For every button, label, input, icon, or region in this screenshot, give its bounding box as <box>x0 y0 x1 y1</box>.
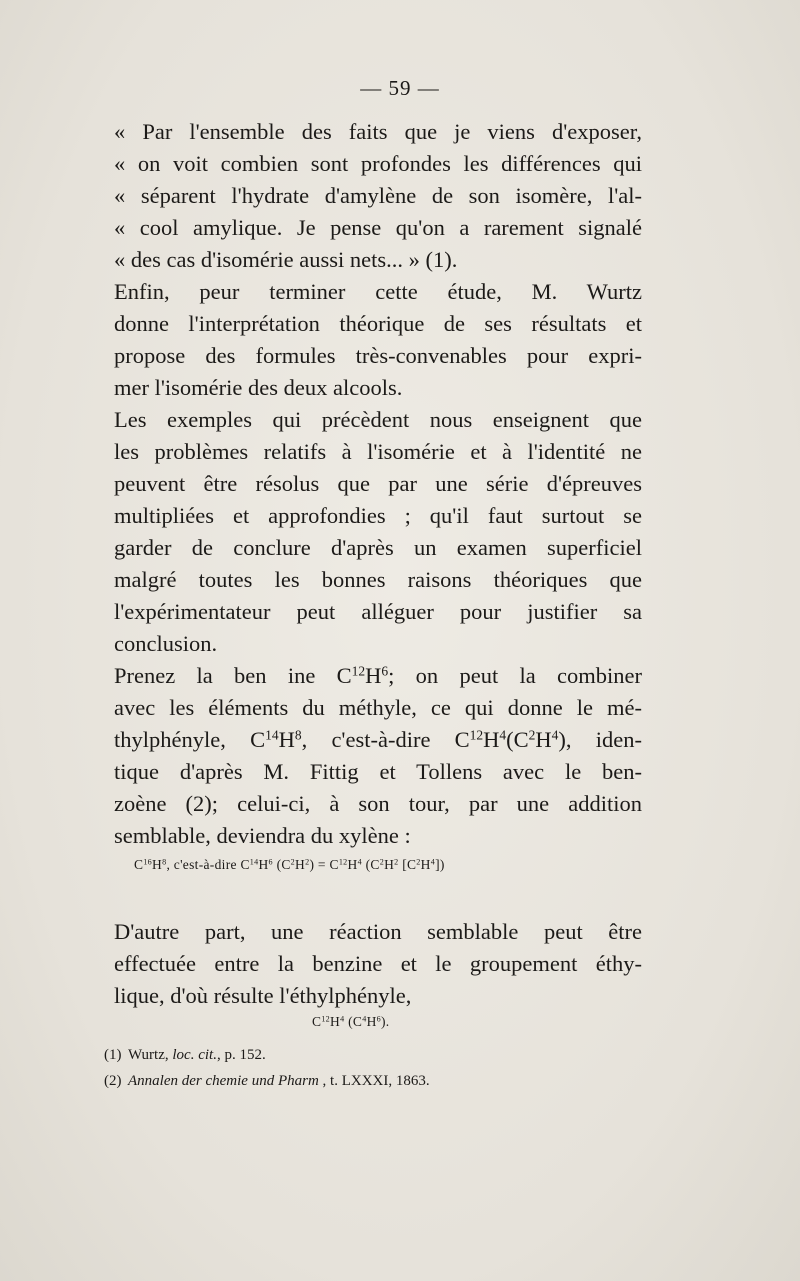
text-line: Prenez la ben ine $C^{12}H^6$; on peut la combiner <box>114 663 642 688</box>
text-line: peuvent être résolus que par une série d'épreuves <box>114 471 642 496</box>
footnote-text: Wurtz, loc. cit., p. 152. <box>128 1047 266 1063</box>
text-line: effectuée entre la benzine et le groupement éthy- <box>114 951 642 976</box>
page-number: — 59 — <box>360 76 440 100</box>
text-line: « séparent l'hydrate d'amylène de son isomère, l'al- <box>114 183 642 208</box>
text-line: garder de conclure d'après un examen superficiel <box>114 535 642 560</box>
text-line: D'autre part, une réaction semblable peut être <box>114 919 642 944</box>
text-line: « on voit combien sont profondes les différences qui <box>114 151 642 176</box>
text-line: mer l'isomérie des deux alcools. <box>114 375 403 400</box>
text-line: « Par l'ensemble des faits que je viens d'exposer, <box>114 119 642 144</box>
text-line: propose des formules très-convenables pour expri- <box>114 343 642 368</box>
paragraph-isomerism-lesson <box>114 404 642 660</box>
text-line: lique, d'où résulte l'éthylphényle, <box>114 983 412 1008</box>
text-line: « cool amylique. Je pense qu'on a rarement signalé <box>114 215 642 240</box>
text-line: avec les éléments du méthyle, ce qui donne le mé- <box>114 695 642 720</box>
footnote-1 <box>104 1042 266 1068</box>
text-line: « des cas d'isomérie aussi nets... » (1). <box>114 247 458 272</box>
footnote-marker: (2) <box>104 1073 122 1089</box>
text-line: les problèmes relatifs à l'isomérie et à l'identité ne <box>114 439 642 464</box>
text-line: multipliées et approfondies ; qu'il faut surtout se <box>114 503 642 528</box>
footnote-text: Annalen der chemie und Pharm , t. LXXXI, 1863. <box>128 1073 430 1089</box>
text-line: donne l'interprétation théorique de ses résultats et <box>114 311 642 336</box>
ethylphenyl-formula: $C^{12}H^4$ $(C^4H^6)$. <box>312 1014 390 1029</box>
text-line: malgré toutes les bonnes raisons théoriques que <box>114 567 642 592</box>
text-line: Les exemples qui précèdent nous enseignent que <box>114 407 642 432</box>
text-line: l'expérimentateur peut alléguer pour justifier sa <box>114 599 642 624</box>
paragraph-quote <box>114 116 642 276</box>
xylene-formula: $C^{16}H^8$, c'est-à-dire $C^{14}H^6$ $(C^2H^2) = C^{12}H^4$ ($C^2H^2$ $[C^2H^4]$) <box>134 857 445 872</box>
text-line: semblable, deviendra du xylène : <box>114 823 411 848</box>
footnote-marker: (1) <box>104 1047 122 1063</box>
paragraph-ethylphenyl <box>114 916 642 1012</box>
paragraph-wurtz-conclusion <box>114 276 642 404</box>
text-line: thylphényle, $C^{14}H^8$, c'est-à-dire $C^{12}H^4(C^2H^4)$, iden- <box>114 727 642 752</box>
text-line: tique d'après M. Fittig et Tollens avec le ben- <box>114 759 642 784</box>
footnote-2 <box>104 1068 430 1094</box>
text-line: zoène (2); celui-ci, à son tour, par une addition <box>114 791 642 816</box>
paragraph-benzine-methyl <box>114 660 642 852</box>
text-line: conclusion. <box>114 631 218 656</box>
text-line: Enfin, peur terminer cette étude, M. Wurtz <box>114 279 642 304</box>
